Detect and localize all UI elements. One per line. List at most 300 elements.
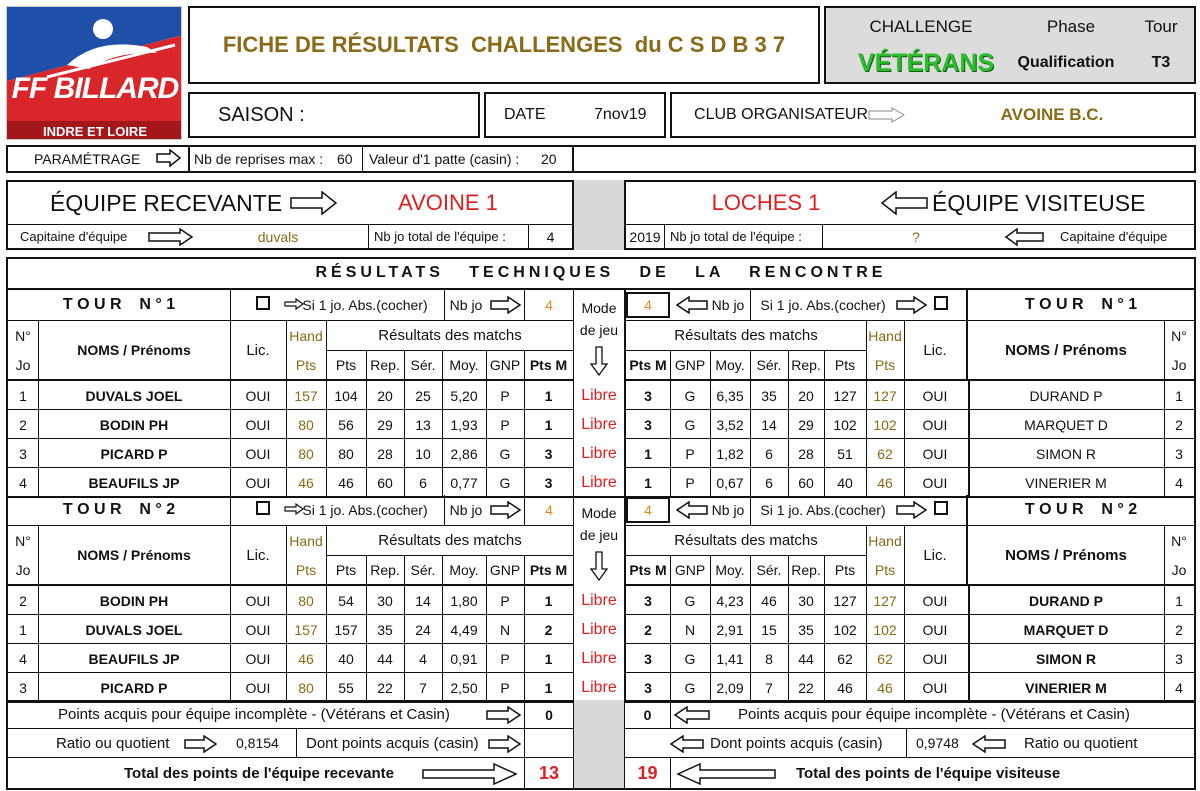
away-nbjo-arrow-icon (676, 501, 708, 519)
home-row-lic: OUI (245, 416, 271, 433)
tour-title-home: T O U R N ° 2 (62, 501, 176, 518)
away-row-rep: 60 (798, 474, 814, 491)
home-row-no: 4 (19, 474, 27, 491)
mode-label: Mode (581, 505, 617, 521)
away-row-ser: 7 (765, 679, 773, 696)
challenge-label: CHALLENGE (869, 17, 973, 36)
away-col-lic: Lic. (923, 546, 947, 564)
home-row-name: BODIN PH (99, 592, 169, 609)
away-row-name: VINERIER M (1025, 474, 1107, 491)
home-row-pts: 157 (334, 621, 358, 638)
away-row-pts: 62 (837, 650, 853, 667)
away-row-ser: 14 (761, 416, 777, 433)
home-col-hand: Hand (289, 327, 323, 344)
away-row-lic: OUI (922, 387, 948, 404)
away-row-hand: 46 (877, 679, 893, 696)
away-row-hand: 62 (877, 445, 893, 462)
home-row-gnp: P (500, 679, 510, 696)
home-total-value: 13 (538, 762, 560, 783)
home-team-label: ÉQUIPE RECEVANTE (50, 189, 283, 216)
home-row-pts: 56 (338, 416, 354, 433)
away-team-name: LOCHES 1 (711, 190, 821, 215)
home-row-lic: OUI (245, 679, 271, 696)
home-team-arrow-icon (290, 191, 338, 215)
challenge-value: VÉTÉRANS (857, 48, 995, 77)
home-row-no: 3 (19, 445, 27, 462)
home-row-ptsm: 1 (544, 387, 553, 404)
home-row-no: 1 (19, 621, 27, 638)
home-ratio-label: Ratio ou quotient (56, 734, 170, 752)
home-row-hand: 80 (298, 445, 314, 462)
home-incomplete-arrow-icon (486, 706, 522, 724)
away-row-no: 4 (1175, 474, 1183, 491)
home-col-no: N° (15, 532, 31, 549)
away-row-name: MARQUET D (1024, 416, 1108, 433)
away-absence-checkbox[interactable] (934, 501, 948, 515)
home-row-ser: 14 (415, 592, 431, 609)
saison-box (188, 92, 480, 138)
away-casin-label: Dont points acquis (casin) (710, 734, 883, 752)
home-total-label: Total des points de l'équipe recevante (124, 764, 395, 782)
away-row-moy: 2,91 (716, 621, 744, 638)
challenge-box (824, 6, 1196, 84)
home-row-no: 1 (19, 387, 27, 404)
away-row-no: 1 (1175, 592, 1183, 609)
home-row-lic: OUI (245, 621, 271, 638)
home-col-no: N° (15, 327, 31, 344)
home-row-ptsm: 2 (544, 621, 553, 638)
away-col-hand: Hand (868, 327, 902, 344)
home-row-hand: 80 (298, 416, 314, 433)
away-absence-label: Si 1 jo. Abs.(cocher) (760, 502, 886, 518)
home-col-jo: Jo (15, 356, 31, 373)
home-incomplete-value: 0 (545, 706, 553, 723)
home-row-ser: 7 (419, 679, 427, 696)
away-row-pts: 46 (837, 679, 853, 696)
away-row-lic: OUI (922, 592, 948, 609)
away-col-no: N° (1171, 327, 1187, 344)
away-col-noms: NOMS / Prénoms (1005, 546, 1127, 564)
home-row-ser: 6 (419, 474, 427, 491)
home-row-pts: 40 (338, 650, 354, 667)
away-team-box (624, 180, 1196, 250)
home-col-sub-4: GNP (489, 356, 521, 373)
home-nbjo-value: 4 (546, 228, 555, 245)
home-col-lic: Lic. (246, 546, 270, 564)
club-box (670, 92, 1196, 138)
away-row-ptsm: 2 (644, 621, 652, 638)
home-col-sub-5: Pts M (529, 356, 568, 373)
mode-value: Libre (581, 620, 617, 638)
home-nbjo-label: Nb jo (449, 502, 483, 518)
mode-down-arrow-icon (590, 551, 608, 581)
away-absence-arrow-icon (896, 501, 928, 519)
away-total-label: Total des points de l'équipe visiteuse (796, 764, 1061, 782)
de-jeu-label: de jeu (579, 322, 619, 338)
home-row-rep: 29 (377, 416, 393, 433)
logo-region: INDRE ET LOIRE (42, 123, 147, 139)
home-row-gnp: G (499, 445, 511, 462)
away-tour-nbjo-value: 4 (626, 497, 670, 523)
home-tour-nbjo-value: 4 (545, 297, 553, 313)
mode-value: Libre (581, 415, 617, 433)
away-row-gnp: G (684, 650, 696, 667)
home-row-hand: 157 (294, 621, 318, 638)
away-nbjo-arrow-icon (676, 296, 708, 314)
away-nbjo-label: Nb jo total de l'équipe : (670, 229, 802, 244)
away-row-ptsm: 1 (644, 474, 652, 491)
date-value: 7nov19 (594, 106, 647, 123)
away-col-sub-1: GNP (674, 561, 706, 578)
away-row-hand: 102 (873, 621, 897, 638)
home-row-ser: 25 (415, 387, 431, 404)
away-row-pts: 102 (833, 416, 857, 433)
away-row-rep: 44 (798, 650, 814, 667)
mode-value: Libre (581, 678, 617, 696)
home-row-pts: 55 (338, 679, 354, 696)
home-row-moy: 1,93 (450, 416, 478, 433)
home-row-lic: OUI (245, 445, 271, 462)
home-row-hand: 46 (298, 474, 314, 491)
home-row-no: 3 (19, 679, 27, 696)
logo-brand: FF BILLARD (11, 72, 179, 105)
phase-value: Qualification (1017, 54, 1115, 71)
away-row-lic: OUI (922, 650, 948, 667)
away-row-gnp: G (684, 387, 696, 404)
home-row-ser: 10 (415, 445, 431, 462)
home-tour-nbjo-value: 4 (545, 502, 553, 518)
away-row-rep: 30 (798, 592, 814, 609)
away-col-sub-0: Pts M (629, 356, 667, 373)
home-row-name: DUVALS JOEL (85, 621, 183, 638)
away-ratio-arrow-icon (972, 735, 1006, 753)
away-row-ptsm: 3 (644, 679, 652, 696)
saison-label: SAISON : (218, 103, 305, 126)
tour-label: Tour (1144, 17, 1178, 36)
home-captain-value: duvals (257, 228, 299, 245)
home-row-name: DUVALS JOEL (85, 387, 183, 404)
home-row-ptsm: 3 (544, 445, 553, 462)
param-arrow-icon (156, 149, 182, 167)
home-col-results: Résultats des matchs (378, 532, 522, 549)
away-col-sub-5: Pts (834, 356, 856, 373)
home-row-rep: 28 (377, 445, 393, 462)
away-row-name: SIMON R (1036, 650, 1096, 667)
away-ratio-label: Ratio ou quotient (1024, 734, 1138, 752)
home-col-sub-3: Moy. (449, 561, 479, 578)
away-col-no: N° (1171, 532, 1187, 549)
home-row-no: 4 (19, 650, 27, 667)
club-arrow-icon (868, 107, 906, 123)
home-nbjo-arrow-icon (490, 501, 522, 519)
away-row-no: 2 (1175, 416, 1183, 433)
date-box (484, 92, 666, 138)
home-col-sub-5: Pts M (529, 561, 568, 578)
away-nbjo-label: Nb jo (711, 502, 745, 518)
away-total-value: 19 (637, 762, 658, 783)
away-col-sub-5: Pts (834, 561, 856, 578)
away-col-sub-0: Pts M (629, 561, 667, 578)
home-row-ser: 13 (415, 416, 431, 433)
away-casin-arrow-icon (670, 735, 704, 753)
away-col-sub-3: Sér. (756, 356, 782, 373)
away-tour-nbjo-value: 4 (626, 292, 670, 318)
home-row-ser: 24 (415, 621, 431, 638)
away-row-moy: 2,09 (716, 679, 744, 696)
away-row-hand: 102 (873, 416, 897, 433)
home-row-moy: 0,77 (450, 474, 478, 491)
away-absence-label: Si 1 jo. Abs.(cocher) (760, 297, 886, 313)
home-row-moy: 2,86 (450, 445, 478, 462)
away-row-ser: 6 (765, 445, 773, 462)
mode-down-arrow-icon (590, 346, 608, 376)
home-row-name: BEAUFILS JP (88, 474, 180, 491)
away-row-gnp: G (684, 416, 696, 433)
home-row-pts: 46 (338, 474, 354, 491)
tour-value: T3 (1151, 54, 1171, 71)
away-row-name: DURAND P (1029, 592, 1103, 609)
param-label: PARAMÉTRAGE (34, 151, 141, 167)
away-row-moy: 4,23 (716, 592, 744, 609)
away-row-no: 1 (1175, 387, 1183, 404)
home-col-lic: Lic. (246, 341, 270, 359)
home-casin-arrow-icon (488, 735, 522, 753)
date-label: DATE (504, 106, 546, 123)
home-nbjo-arrow-icon (490, 296, 522, 314)
home-col-sub-0: Pts (335, 561, 357, 578)
away-team-arrow-icon (880, 191, 928, 215)
away-row-rep: 28 (798, 445, 814, 462)
away-row-pts: 102 (833, 621, 857, 638)
away-row-no: 2 (1175, 621, 1183, 638)
param-row (6, 145, 1196, 173)
home-row-name: BODIN PH (99, 416, 169, 433)
home-row-hand: 80 (298, 592, 314, 609)
phase-label: Phase (1046, 17, 1096, 36)
mode-value: Libre (581, 591, 617, 609)
home-row-name: BEAUFILS JP (88, 650, 180, 667)
away-incomplete-value: 0 (643, 706, 652, 723)
away-col-sub-3: Sér. (756, 561, 782, 578)
patte-label: Valeur d'1 patte (casin) : (369, 151, 520, 167)
away-row-lic: OUI (922, 416, 948, 433)
home-absence-label: Si 1 jo. Abs.(cocher) (302, 297, 428, 313)
away-row-name: DURAND P (1029, 387, 1103, 404)
away-row-no: 3 (1175, 445, 1183, 462)
home-row-ptsm: 1 (544, 592, 553, 609)
away-row-moy: 3,52 (716, 416, 744, 433)
home-col-sub-3: Moy. (449, 356, 479, 373)
away-row-ptsm: 3 (644, 416, 652, 433)
home-row-ser: 4 (419, 650, 427, 667)
away-incomplete-arrow-icon (674, 706, 710, 724)
home-row-ptsm: 1 (544, 416, 553, 433)
home-row-pts: 104 (334, 387, 358, 404)
home-casin-label: Dont points acquis (casin) (306, 734, 479, 752)
home-row-hand: 157 (294, 387, 318, 404)
away-col-results: Résultats des matchs (674, 327, 818, 344)
away-col-jo: Jo (1171, 356, 1187, 373)
home-row-moy: 2,50 (450, 679, 478, 696)
away-row-gnp: P (685, 474, 695, 491)
away-row-rep: 29 (798, 416, 814, 433)
away-col-sub-1: GNP (674, 356, 706, 373)
away-row-pts: 127 (833, 387, 857, 404)
away-row-ptsm: 3 (644, 592, 652, 609)
away-row-no: 4 (1175, 679, 1183, 696)
away-row-pts: 127 (833, 592, 857, 609)
home-team-box (6, 180, 574, 250)
home-row-pts: 80 (338, 445, 354, 462)
away-row-ptsm: 1 (644, 445, 652, 462)
away-row-ser: 46 (761, 592, 777, 609)
home-row-lic: OUI (245, 592, 271, 609)
page-title-box (188, 6, 820, 84)
home-row-gnp: P (500, 387, 510, 404)
away-incomplete-label: Points acquis pour équipe incomplète - (Vétérans et Casin) (738, 706, 1130, 723)
home-absence-checkbox[interactable] (256, 501, 270, 515)
mode-label: Mode (581, 300, 617, 316)
home-absence-label: Si 1 jo. Abs.(cocher) (302, 502, 428, 518)
home-ratio-value: 0,8154 (236, 735, 279, 751)
away-row-rep: 20 (798, 387, 814, 404)
away-row-lic: OUI (922, 445, 948, 462)
away-col-jo: Jo (1171, 561, 1187, 578)
home-nbjo-label: Nb jo (449, 297, 483, 313)
away-row-moy: 1,41 (716, 650, 744, 667)
home-col-sub-0: Pts (335, 356, 357, 373)
away-col-results: Résultats des matchs (674, 532, 818, 549)
home-col-noms: NOMS / Prénoms (77, 342, 191, 358)
home-row-ptsm: 1 (544, 679, 553, 696)
away-col-hand: Hand (868, 532, 902, 549)
away-nbjo-label: Nb jo (711, 297, 745, 313)
tour-title-home: T O U R N ° 1 (62, 296, 176, 313)
center-divider (574, 180, 624, 250)
home-col-sub-2: Sér. (410, 356, 436, 373)
home-col-hand-pts: Pts (295, 561, 317, 578)
home-row-moy: 5,20 (450, 387, 478, 404)
home-row-name: PICARD P (100, 445, 168, 462)
home-col-sub-1: Rep. (370, 561, 400, 578)
home-row-lic: OUI (245, 474, 271, 491)
home-captain-label: Capitaine d'équipe (20, 229, 128, 244)
away-row-name: MARQUET D (1023, 621, 1109, 638)
home-row-gnp: G (499, 474, 511, 491)
away-row-no: 3 (1175, 650, 1183, 667)
home-row-rep: 35 (377, 621, 393, 638)
away-col-hand-pts: Pts (874, 356, 896, 373)
home-incomplete-label: Points acquis pour équipe incomplète - (Vétérans et Casin) (58, 706, 450, 723)
away-absence-checkbox[interactable] (934, 296, 948, 310)
home-row-rep: 20 (377, 387, 393, 404)
home-col-sub-1: Rep. (370, 356, 400, 373)
home-row-gnp: N (499, 621, 511, 638)
away-row-pts: 51 (837, 445, 853, 462)
away-col-noms: NOMS / Prénoms (1005, 341, 1127, 359)
home-row-gnp: P (500, 650, 510, 667)
away-row-gnp: G (684, 592, 696, 609)
home-row-lic: OUI (245, 387, 271, 404)
away-row-ptsm: 3 (644, 650, 652, 667)
away-col-lic: Lic. (923, 341, 947, 359)
away-row-moy: 1,82 (716, 445, 744, 462)
away-row-rep: 35 (798, 621, 814, 638)
away-row-rep: 22 (798, 679, 814, 696)
away-row-ser: 15 (761, 621, 777, 638)
away-captain-label: Capitaine d'équipe (1060, 229, 1168, 244)
reprises-label: Nb de reprises max : (194, 151, 324, 167)
away-absence-arrow-icon (896, 296, 928, 314)
away-ratio-value: 0,9748 (916, 735, 959, 751)
away-row-ser: 6 (765, 474, 773, 491)
home-row-ptsm: 3 (544, 474, 553, 491)
away-row-gnp: P (685, 445, 695, 462)
away-row-lic: OUI (922, 621, 948, 638)
home-row-rep: 30 (377, 592, 393, 609)
away-year: 2019 (629, 228, 661, 245)
home-absence-checkbox[interactable] (256, 296, 270, 310)
mode-value: Libre (581, 649, 617, 667)
away-total-arrow-icon (676, 763, 776, 785)
away-row-hand: 127 (873, 387, 897, 404)
home-row-name: PICARD P (100, 679, 168, 696)
away-col-sub-2: Moy. (715, 356, 745, 373)
home-team-name: AVOINE 1 (398, 190, 498, 215)
home-row-ptsm: 1 (544, 650, 553, 667)
home-row-no: 2 (19, 592, 27, 609)
home-total-arrow-icon (422, 763, 518, 785)
mode-value: Libre (581, 473, 617, 491)
tour-title-away: T O U R N ° 1 (1024, 296, 1138, 313)
away-team-label: ÉQUIPE VISITEUSE (932, 189, 1146, 216)
away-row-ptsm: 3 (644, 387, 652, 404)
home-row-rep: 44 (377, 650, 393, 667)
mode-value: Libre (581, 444, 617, 462)
home-col-noms: NOMS / Prénoms (77, 547, 191, 563)
away-row-name: SIMON R (1036, 445, 1096, 462)
page-title: FICHE DE RÉSULTATS CHALLENGES du C S D B 3 7 (222, 32, 786, 57)
mode-value: Libre (581, 386, 617, 404)
home-row-hand: 80 (298, 679, 314, 696)
away-row-lic: OUI (922, 679, 948, 696)
away-col-sub-2: Moy. (715, 561, 745, 578)
home-col-hand-pts: Pts (295, 356, 317, 373)
de-jeu-label: de jeu (579, 527, 619, 543)
home-row-rep: 60 (377, 474, 393, 491)
home-row-pts: 54 (338, 592, 354, 609)
away-row-moy: 0,67 (716, 474, 744, 491)
home-nbjo-label: Nb jo total de l'équipe : (374, 229, 506, 244)
home-col-results: Résultats des matchs (378, 327, 522, 344)
away-col-hand-pts: Pts (874, 561, 896, 578)
home-captain-arrow-icon (148, 228, 194, 246)
away-row-gnp: G (684, 679, 696, 696)
patte-value: 20 (541, 151, 557, 167)
home-row-no: 2 (19, 416, 27, 433)
away-row-moy: 6,35 (716, 387, 744, 404)
home-row-rep: 22 (377, 679, 393, 696)
home-col-sub-4: GNP (489, 561, 521, 578)
ffb-logo (6, 6, 182, 140)
away-row-ser: 35 (761, 387, 777, 404)
away-row-hand: 62 (877, 650, 893, 667)
club-value: AVOINE B.C. (1000, 105, 1104, 124)
home-col-sub-2: Sér. (410, 561, 436, 578)
home-row-moy: 4,49 (450, 621, 478, 638)
away-col-sub-4: Rep. (791, 356, 821, 373)
home-row-hand: 46 (298, 650, 314, 667)
